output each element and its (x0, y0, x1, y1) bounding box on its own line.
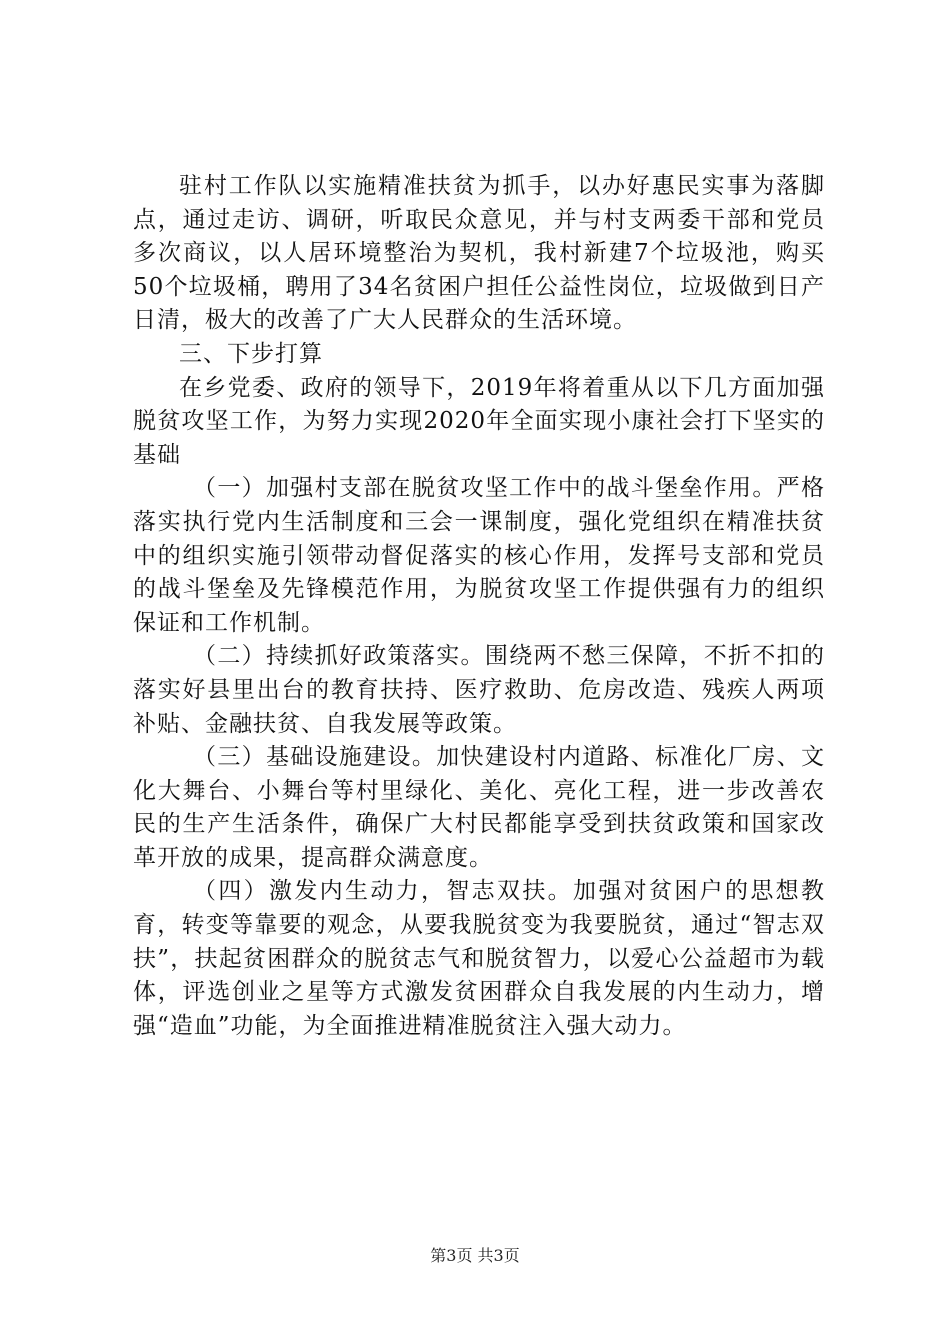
paragraph-intro-2019: 在乡党委、政府的领导下，2019年将着重从以下几方面加强脱贫攻坚工作，为努力实现2020年全面实现小康社会打下坚实的基础 (133, 374, 825, 468)
paragraph-item-four: （四）激发内生动力，智志双扶。加强对贫困户的思想教育，转变等靠要的观念，从要我脱贫变为我要脱贫，通过“智志双扶”，扶起贫困群众的脱贫志气和脱贫智力，以爱心公益超市为载体，评选创业之星等方式激发贫困群众自我发展的内生动力，增强“造血”功能，为全面推进精准脱贫注入强大动力。 (133, 878, 825, 1039)
paragraph-environment: 驻村工作队以实施精准扶贫为抓手，以办好惠民实事为落脚点，通过走访、调研，听取民众意见，并与村支两委干部和党员多次商议，以人居环境整治为契机，我村新建7个垃圾池，购买50个垃圾桶，聘用了34名贫困户担任公益性岗位，垃圾做到日产日清，极大的改善了广大人民群众的生活环境。 (133, 173, 825, 334)
paragraph-item-two: （二）持续抓好政策落实。围绕两不愁三保障，不折不扣的落实好县里出台的教育扶持、医疗救助、危房改造、残疾人两项补贴、金融扶贫、自我发展等政策。 (133, 643, 825, 737)
document-body (133, 170, 825, 1043)
page-number-footer: 第3页 共3页 (430, 1246, 520, 1265)
paragraph-item-three: （三）基础设施建设。加快建设村内道路、标准化厂房、文化大舞台、小舞台等村里绿化、美化、亮化工程，进一步改善农民的生产生活条件，确保广大村民都能享受到扶贫政策和国家改革开放的成果，提高群众满意度。 (133, 744, 825, 871)
section-heading-next-steps: 三、下步打算 (179, 340, 323, 367)
paragraph-item-one: （一）加强村支部在脱贫攻坚工作中的战斗堡垒作用。严格落实执行党内生活制度和三会一课制度，强化党组织在精准扶贫中的组织实施引领带动督促落实的核心作用，发挥号支部和党员的战斗堡垒及先锋模范作用，为脱贫攻坚工作提供强有力的组织保证和工作机制。 (133, 475, 825, 636)
